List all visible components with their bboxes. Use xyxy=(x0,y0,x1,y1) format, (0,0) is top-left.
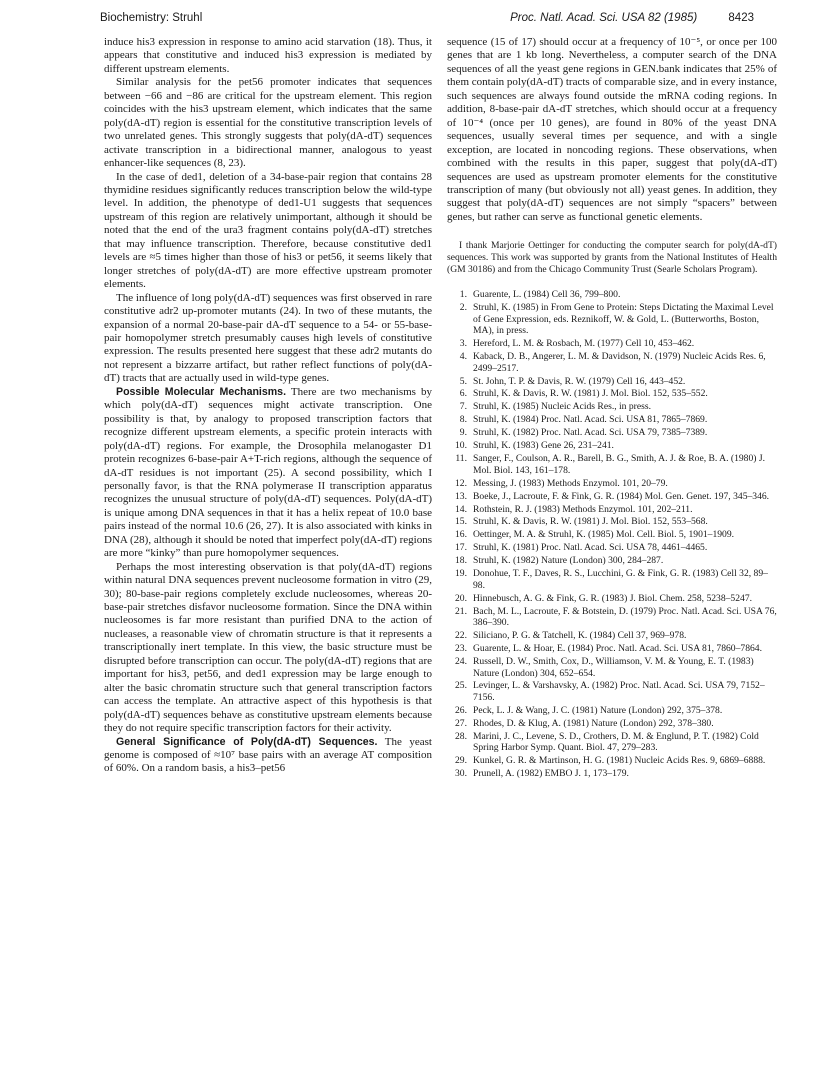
reference-item xyxy=(447,718,777,730)
reference-number: 13. xyxy=(455,490,467,502)
reference-number: 27. xyxy=(455,717,467,729)
reference-item xyxy=(447,555,777,567)
reference-text: Guarente, L. & Hoar, E. (1984) Proc. Natl. Acad. Sci. USA 81, 7860–7864. xyxy=(473,643,762,655)
reference-text: Struhl, K. (1984) Proc. Natl. Acad. Sci. USA 81, 7865–7869. xyxy=(473,414,708,426)
reference-text: Bach, M. L., Lacroute, F. & Botstein, D. (1979) Proc. Natl. Acad. Sci. USA 76, 386–390. xyxy=(473,605,777,629)
reference-number: 9. xyxy=(459,427,467,439)
reference-item xyxy=(447,516,777,528)
reference-text: Oettinger, M. A. & Struhl, K. (1985) Mol. Cell. Biol. 5, 1901–1909. xyxy=(473,529,735,541)
reference-number: 19. xyxy=(455,568,467,580)
reference-item xyxy=(447,568,777,591)
reference-list xyxy=(447,289,777,780)
reference-item xyxy=(447,376,777,388)
reference-item xyxy=(447,768,777,780)
reference-number: 17. xyxy=(455,542,467,554)
reference-number: 26. xyxy=(455,704,467,716)
reference-text: Struhl, K. (1983) Gene 26, 231–241. xyxy=(473,440,614,452)
paragraph-body: The yeast genome is composed of ≈10⁷ base pairs with an average AT composition of 60%. On a random basis, a his3–pet56 xyxy=(104,735,432,775)
paragraph xyxy=(104,386,432,561)
reference-item xyxy=(447,656,777,679)
reference-item xyxy=(447,388,777,400)
reference-number: 8. xyxy=(459,414,467,426)
reference-text: Hereford, L. M. & Rosbach, M. (1977) Cell 10, 453–462. xyxy=(473,338,695,350)
paragraph: Perhaps the most interesting observation is that poly(dA-dT) regions within natural DNA sequences prevent nucleosome formation in vitro (29, 30); 80-base-pair regions completely exclude nucleosomes, whereas 20-base-pair stretches disfavor nucleosome formation. Since the DNA within nucleosomes is far more resistant than purified DNA to the action of nucleases, a reasonable view of chromatin structure is that it represents a transcriptionally inert template. In this view, the basic structure must be disrupted before transcription can occur. The poly(dA-dT) regions that are important for his3, pet56, and ded1 expression may be large enough to alter the basic chromatin structure such that general transcription factors can access the template. An attractive aspect of this hypothesis is that poly(dA-dT) sequences behave as constitutive upstream elements because they do not require specific transcription factors for their activity. xyxy=(104,560,432,735)
reference-number: 4. xyxy=(459,351,467,363)
right-column xyxy=(447,36,777,781)
paragraph-body: There are two mechanisms by which poly(dA-dT) sequences might activate transcription. One possibility is that, by analogy to proposed transcription factors that recognize different upstream elements, a specific protein interacts with poly(dA-dT) regions. For example, the Drosophila melanogaster D1 protein recognizes 6-base-pair A+T-rich regions, although the sequence of dA-dT residues is not important (25). A second possibility, which I personally favor, is that the RNA polymerase II transcription apparatus recognizes the unusual structure of poly(dA-dT) sequences. Poly(dA-dT) is unique among DNA sequences in that it has a helix repeat of 10.0 base pairs instead of the normal 10.6 (26, 27). It is also associated with kinks in DNA (28), although it should be noted that imperfect poly(dA-dT) regions are more “kinky” than pure homopolymer sequences. xyxy=(104,385,432,560)
reference-item xyxy=(447,478,777,490)
reference-item xyxy=(447,643,777,655)
reference-number: 5. xyxy=(459,375,467,387)
paragraph xyxy=(104,736,432,776)
running-head-section: Biochemistry: Struhl xyxy=(100,12,203,24)
reference-text: Peck, L. J. & Wang, J. C. (1981) Nature (London) 292, 375–378. xyxy=(473,704,723,716)
journal-citation: Proc. Natl. Acad. Sci. USA 82 (1985) xyxy=(510,12,698,24)
reference-text: Kaback, D. B., Angerer, L. M. & Davidson, N. (1979) Nucleic Acids Res. 6, 2499–2517. xyxy=(473,351,766,374)
reference-item xyxy=(447,440,777,452)
reference-item xyxy=(447,453,777,476)
reference-item xyxy=(447,289,777,301)
reference-number: 21. xyxy=(455,605,467,617)
reference-text: Hinnebusch, A. G. & Fink, G. R. (1983) J. Biol. Chem. 258, 5238–5247. xyxy=(473,592,753,604)
reference-number: 12. xyxy=(455,477,467,489)
reference-number: 28. xyxy=(455,730,467,742)
reference-text: Struhl, K. (1985) in From Gene to Protein: Steps Dictating the Maximal Level of Gene Expression, eds. Reznikoff, W. & Gold, L. (Butterworths, Boston, MA), in press. xyxy=(473,302,774,337)
reference-text: Rothstein, R. J. (1983) Methods Enzymol. 101, 202–211. xyxy=(473,503,693,515)
reference-text: Struhl, K. (1982) Proc. Natl. Acad. Sci. USA 79, 7385–7389. xyxy=(473,427,708,439)
reference-text: Struhl, K. & Davis, R. W. (1981) J. Mol. Biol. 152, 553–568. xyxy=(473,516,708,528)
running-header xyxy=(100,12,754,32)
paragraph: The influence of long poly(dA-dT) sequences was first observed in rare constitutive adr2 up-promoter mutants (24). In two of these mutants, the expansion of a normal 20-base-pair dA-dT sequence to a 54- or 55-base-pair homopolymer stretch presumably causes high levels of constitutive expression. The results presented here suggest that these adr2 mutants do not represent a bizzarre artifact, but rather reflect functions of poly(dA-dT) tracts that are actually used in wild-type genes. xyxy=(104,291,432,385)
reference-text: Struhl, K. & Davis, R. W. (1981) J. Mol. Biol. 152, 535–552. xyxy=(473,388,708,400)
reference-number: 29. xyxy=(455,755,467,767)
reference-text: Russell, D. W., Smith, Cox, D., Williamson, V. M. & Young, E. T. (1983) Nature (London) 304, 652–654. xyxy=(473,655,754,679)
reference-item xyxy=(447,606,777,629)
section-heading: General Significance of Poly(dA-dT) Sequences. xyxy=(116,735,378,748)
reference-number: 7. xyxy=(459,401,467,413)
paragraph: In the case of ded1, deletion of a 34-base-pair region that contains 28 thymidine residues significantly reduces transcription below the wild-type level. In addition, the phenotype of ded1-U1 suggests that sequences upstream of this region are relatively unimportant, although it should be noted that the end of the ura3 fragment contains poly(dA-dT) stretches that may influence transcription. Therefore, because constitutive ded1 levels are ≈5 times higher than those of his3 or pet56, it seems likely that longer stretches of poly(dA-dT) are more effective upstream promoter elements. xyxy=(104,170,432,291)
reference-number: 14. xyxy=(455,503,467,515)
reference-item xyxy=(447,351,777,374)
reference-text: Messing, J. (1983) Methods Enzymol. 101, 20–79. xyxy=(473,477,668,489)
reference-text: Struhl, K. (1982) Nature (London) 300, 284–287. xyxy=(473,555,664,567)
section-heading: Possible Molecular Mechanisms. xyxy=(116,385,287,398)
paragraph: sequence (15 of 17) should occur at a frequency of 10⁻⁵, or once per 100 genes that are 1 kb long. Nevertheless, a computer search of the DNA sequences of all the yeast gene regions in GEN.bank indicates that 25% of them contain poly(dA-dT) tracts of comparable size, and in every instance, such sequences are always found outside the mRNA coding regions. In addition, 8-base-pair dA-dT stretches, which should occur at a frequency of 10⁻⁴ (once per 10 genes), are found in 80% of the yeast DNA sequences, usually several times per sequence, and with a single exception, are located in noncoding regions. These observations, when combined with the results in this paper, suggest that poly(dA-dT) sequences are used as upstream promoter elements for the constitutive transcription of many (but obviously not all) yeast genes. In addition, they suggest that poly(dA-dT) sequences are not simply “spacers” between genes, but rather can serve as functional genetic elements. xyxy=(447,36,777,223)
reference-text: Donohue, T. F., Daves, R. S., Lucchini, G. & Fink, G. R. (1983) Cell 32, 89–98. xyxy=(473,568,768,591)
reference-number: 2. xyxy=(459,302,467,314)
reference-text: Siliciano, P. G. & Tatchell, K. (1984) Cell 37, 969–978. xyxy=(473,630,687,642)
reference-number: 18. xyxy=(455,555,467,567)
reference-item xyxy=(447,680,777,703)
reference-number: 23. xyxy=(455,643,467,655)
reference-item xyxy=(447,542,777,554)
reference-text: Marini, J. C., Levene, S. D., Crothers, D. M. & Englund, P. T. (1982) Cold Spring Harbor Symp. Quant. Biol. 47, 279–283. xyxy=(473,730,759,754)
reference-number: 25. xyxy=(455,680,467,692)
reference-text: Prunell, A. (1982) EMBO J. 1, 173–179. xyxy=(473,768,629,780)
reference-number: 6. xyxy=(459,388,467,400)
reference-number: 3. xyxy=(459,338,467,350)
left-column xyxy=(104,36,432,776)
reference-item xyxy=(447,755,777,767)
reference-item xyxy=(447,338,777,350)
reference-item xyxy=(447,401,777,413)
reference-item xyxy=(447,414,777,426)
reference-item xyxy=(447,504,777,516)
reference-item xyxy=(447,491,777,503)
running-head-citation xyxy=(510,12,754,24)
reference-item xyxy=(447,705,777,717)
reference-item xyxy=(447,593,777,605)
reference-item xyxy=(447,427,777,439)
reference-text: Guarente, L. (1984) Cell 36, 799–800. xyxy=(473,289,621,301)
reference-number: 30. xyxy=(455,768,467,780)
reference-text: Boeke, J., Lacroute, F. & Fink, G. R. (1984) Mol. Gen. Genet. 197, 345–346. xyxy=(473,490,770,502)
reference-number: 11. xyxy=(455,453,467,465)
reference-number: 10. xyxy=(455,440,467,452)
reference-text: St. John, T. P. & Davis, R. W. (1979) Cell 16, 443–452. xyxy=(473,375,686,387)
reference-item xyxy=(447,731,777,754)
reference-item xyxy=(447,630,777,642)
reference-number: 1. xyxy=(459,289,467,301)
reference-text: Struhl, K. (1985) Nucleic Acids Res., in press. xyxy=(473,401,651,413)
paragraph: Similar analysis for the pet56 promoter indicates that sequences between −66 and −86 are critical for the upstream element. This region coincides with the his3 upstream element, which indicates that the same poly(dA-dT) region is essential for the constitutive transcription levels of two unrelated genes. This strongly suggests that poly(dA-dT) sequences activate transcription in a bidirectional manner, analogous to yeast enhancer-like sequences (8, 23). xyxy=(104,76,432,170)
reference-text: Sanger, F., Coulson, A. R., Barell, B. G., Smith, A. J. & Roe, B. A. (1980) J. Mol. Biol. 143, 161–178. xyxy=(473,453,766,476)
reference-number: 20. xyxy=(455,592,467,604)
reference-number: 22. xyxy=(455,630,467,642)
reference-number: 16. xyxy=(455,529,467,541)
page-number: 8423 xyxy=(728,12,754,24)
reference-number: 15. xyxy=(455,516,467,528)
paragraph: induce his3 expression in response to amino acid starvation (18). Thus, it appears that constitutive and induced his3 expression is mediated by different upstream elements. xyxy=(104,36,432,75)
acknowledgments: I thank Marjorie Oettinger for conducting the computer search for poly(dA-dT) sequences. This work was supported by grants from the National Institutes of Health (GM 30186) and from the Chicago Community Trust (Searle Scholars Program). xyxy=(447,240,777,275)
reference-text: Levinger, L. & Varshavsky, A. (1982) Proc. Natl. Acad. Sci. USA 79, 7152–7156. xyxy=(473,680,765,703)
reference-text: Kunkel, G. R. & Martinson, H. G. (1981) Nucleic Acids Res. 9, 6869–6888. xyxy=(473,755,766,767)
reference-text: Rhodes, D. & Klug, A. (1981) Nature (London) 292, 378–380. xyxy=(473,717,714,729)
reference-number: 24. xyxy=(455,655,467,667)
reference-text: Struhl, K. (1981) Proc. Natl. Acad. Sci. USA 78, 4461–4465. xyxy=(473,542,708,554)
reference-item xyxy=(447,529,777,541)
reference-item xyxy=(447,302,777,337)
